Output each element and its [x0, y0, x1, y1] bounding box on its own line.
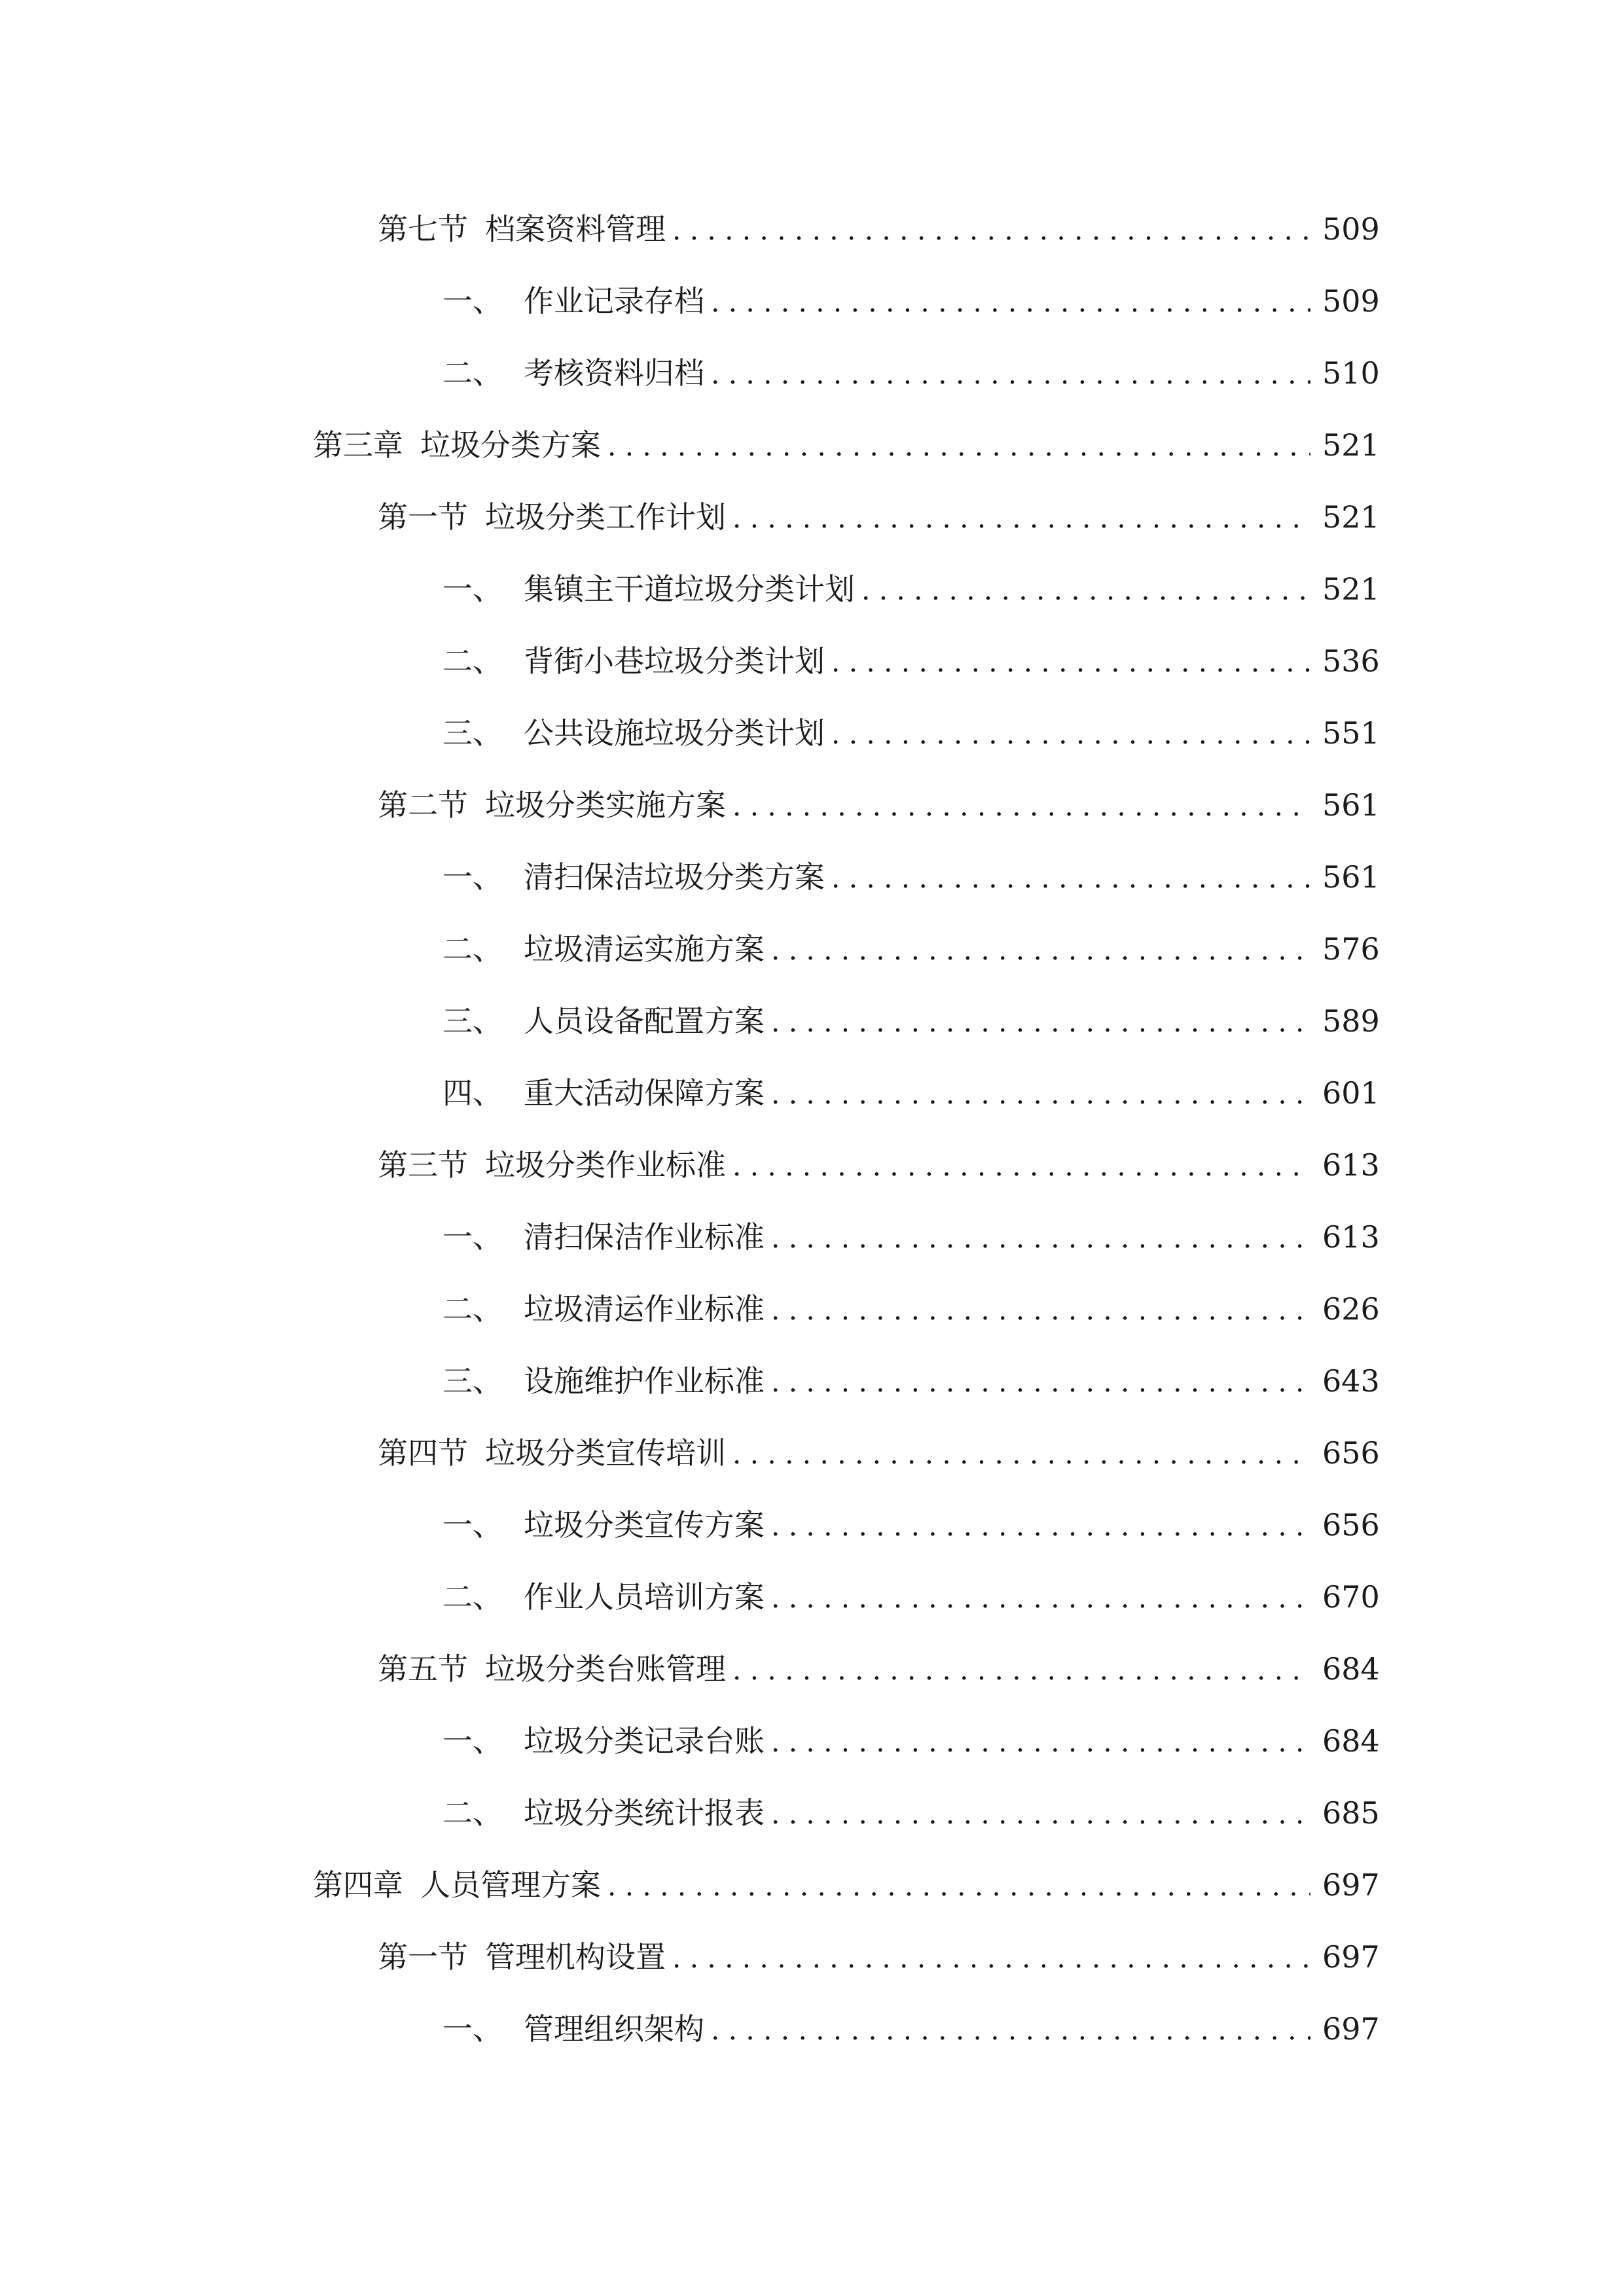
- entry-page-number: 509: [1322, 211, 1380, 247]
- dot-leader: [732, 777, 1310, 836]
- entry-title: 重大活动保障方案: [524, 1075, 765, 1111]
- dot-leader: [711, 273, 1310, 332]
- entry-title: 人员管理方案: [420, 1867, 601, 1903]
- entry-number: 二、: [442, 643, 503, 679]
- entry-title: 垃圾清运实施方案: [524, 931, 765, 967]
- toc-item-entry[interactable]: [442, 344, 1380, 403]
- dot-leader: [771, 1281, 1310, 1340]
- toc-item-entry[interactable]: [442, 848, 1380, 906]
- entry-title: 管理组织架构: [524, 2011, 704, 2047]
- entry-number: 第七节: [378, 211, 468, 247]
- entry-title: 垃圾清运作业标准: [524, 1291, 765, 1327]
- entry-page-number: 510: [1322, 355, 1380, 391]
- entry-title: 设施维护作业标准: [524, 1363, 765, 1399]
- toc-item-entry[interactable]: [442, 1568, 1380, 1626]
- toc-section-entry[interactable]: [378, 1424, 1380, 1482]
- entry-page-number: 576: [1322, 931, 1380, 967]
- entry-page-number: 613: [1322, 1147, 1380, 1183]
- dot-leader: [711, 2001, 1310, 2060]
- dot-leader: [672, 1929, 1310, 1988]
- toc-item-entry[interactable]: [442, 632, 1380, 691]
- toc-item-entry[interactable]: [442, 1784, 1380, 1842]
- entry-title: 垃圾分类方案: [420, 427, 601, 463]
- entry-number: 第四章: [313, 1867, 403, 1903]
- entry-page-number: 697: [1322, 1867, 1380, 1903]
- entry-title: 档案资料管理: [485, 211, 666, 247]
- toc-section-entry[interactable]: [378, 776, 1380, 834]
- entry-number: 第三节: [378, 1147, 468, 1183]
- entry-number: 第五节: [378, 1651, 468, 1687]
- entry-title: 人员设备配置方案: [524, 1003, 765, 1039]
- entry-page-number: 561: [1322, 859, 1380, 895]
- entry-page-number: 656: [1322, 1507, 1380, 1543]
- toc-section-entry[interactable]: [378, 1136, 1380, 1194]
- entry-title: 管理机构设置: [485, 1939, 666, 1975]
- toc-item-entry[interactable]: [442, 920, 1380, 978]
- entry-page-number: 561: [1322, 787, 1380, 823]
- dot-leader: [831, 633, 1310, 692]
- dot-leader: [771, 1209, 1310, 1268]
- dot-leader: [771, 921, 1310, 980]
- entry-title: 作业人员培训方案: [524, 1579, 765, 1615]
- entry-number: 三、: [442, 715, 503, 751]
- entry-number: 三、: [442, 1363, 503, 1399]
- entry-page-number: 589: [1322, 1003, 1380, 1039]
- entry-page-number: 551: [1322, 715, 1380, 751]
- toc-item-entry[interactable]: [442, 560, 1380, 619]
- toc-section-entry[interactable]: [378, 488, 1380, 547]
- entry-page-number: 670: [1322, 1579, 1380, 1615]
- entry-title: 垃圾分类记录台账: [524, 1723, 765, 1759]
- entry-number: 一、: [442, 1219, 503, 1255]
- dot-leader: [732, 489, 1310, 548]
- toc-item-entry[interactable]: [442, 1352, 1380, 1410]
- dot-leader: [607, 1857, 1310, 1916]
- entry-number: 二、: [442, 1579, 503, 1615]
- entry-number: 三、: [442, 1003, 503, 1039]
- dot-leader: [672, 201, 1310, 260]
- entry-title: 清扫保洁作业标准: [524, 1219, 765, 1255]
- toc-chapter-entry[interactable]: [313, 416, 1380, 475]
- dot-leader: [771, 1353, 1310, 1412]
- entry-title: 集镇主干道垃圾分类计划: [524, 571, 855, 607]
- entry-title: 考核资料归档: [524, 355, 704, 391]
- entry-page-number: 536: [1322, 643, 1380, 679]
- dot-leader: [732, 1137, 1310, 1196]
- entry-title: 垃圾分类宣传培训: [485, 1435, 726, 1471]
- entry-page-number: 643: [1322, 1363, 1380, 1399]
- entry-number: 一、: [442, 859, 503, 895]
- dot-leader: [831, 705, 1310, 764]
- entry-page-number: 656: [1322, 1435, 1380, 1471]
- entry-page-number: 521: [1322, 499, 1380, 535]
- entry-number: 一、: [442, 571, 503, 607]
- entry-page-number: 684: [1322, 1651, 1380, 1687]
- toc-item-entry[interactable]: [442, 1280, 1380, 1338]
- entry-number: 二、: [442, 1291, 503, 1327]
- dot-leader: [831, 849, 1310, 908]
- entry-title: 垃圾分类宣传方案: [524, 1507, 765, 1543]
- entry-number: 四、: [442, 1075, 503, 1111]
- entry-number: 二、: [442, 1795, 503, 1831]
- entry-number: 一、: [442, 1507, 503, 1543]
- dot-leader: [607, 417, 1310, 476]
- toc-item-entry[interactable]: [442, 1712, 1380, 1770]
- dot-leader: [732, 1641, 1310, 1700]
- entry-page-number: 684: [1322, 1723, 1380, 1759]
- toc-item-entry[interactable]: [442, 1064, 1380, 1122]
- dot-leader: [771, 1497, 1310, 1556]
- entry-title: 垃圾分类实施方案: [485, 787, 726, 823]
- entry-number: 一、: [442, 2011, 503, 2047]
- dot-leader: [771, 1713, 1310, 1772]
- entry-page-number: 685: [1322, 1795, 1380, 1831]
- toc-item-entry[interactable]: [442, 704, 1380, 762]
- entry-title: 垃圾分类台账管理: [485, 1651, 726, 1687]
- entry-page-number: 521: [1322, 571, 1380, 607]
- toc-item-entry[interactable]: [442, 1496, 1380, 1554]
- dot-leader: [771, 993, 1310, 1052]
- dot-leader: [771, 1065, 1310, 1124]
- toc-section-entry[interactable]: [378, 200, 1380, 259]
- entry-title: 清扫保洁垃圾分类方案: [524, 859, 825, 895]
- entry-page-number: 509: [1322, 283, 1380, 319]
- entry-title: 垃圾分类作业标准: [485, 1147, 726, 1183]
- toc-item-entry[interactable]: [442, 2000, 1380, 2058]
- entry-title: 垃圾分类工作计划: [485, 499, 726, 535]
- entry-number: 第二节: [378, 787, 468, 823]
- dot-leader: [861, 561, 1310, 620]
- entry-page-number: 613: [1322, 1219, 1380, 1255]
- entry-number: 第四节: [378, 1435, 468, 1471]
- entry-number: 第一节: [378, 1939, 468, 1975]
- entry-number: 一、: [442, 1723, 503, 1759]
- dot-leader: [771, 1569, 1310, 1628]
- entry-title: 公共设施垃圾分类计划: [524, 715, 825, 751]
- toc-section-entry[interactable]: [378, 1640, 1380, 1698]
- toc-chapter-entry[interactable]: [313, 1856, 1380, 1914]
- toc-item-entry[interactable]: [442, 1208, 1380, 1266]
- entry-page-number: 521: [1322, 427, 1380, 463]
- entry-title: 背街小巷垃圾分类计划: [524, 643, 825, 679]
- entry-title: 垃圾分类统计报表: [524, 1795, 765, 1831]
- entry-number: 第一节: [378, 499, 468, 535]
- toc-item-entry[interactable]: [442, 992, 1380, 1050]
- toc-section-entry[interactable]: [378, 1928, 1380, 1986]
- entry-page-number: 626: [1322, 1291, 1380, 1327]
- entry-title: 作业记录存档: [524, 283, 704, 319]
- dot-leader: [711, 345, 1310, 404]
- entry-page-number: 697: [1322, 1939, 1380, 1975]
- dot-leader: [732, 1425, 1310, 1484]
- dot-leader: [771, 1785, 1310, 1844]
- entry-number: 二、: [442, 355, 503, 391]
- entry-number: 第三章: [313, 427, 403, 463]
- entry-page-number: 697: [1322, 2011, 1380, 2047]
- entry-number: 二、: [442, 931, 503, 967]
- entry-number: 一、: [442, 283, 503, 319]
- entry-page-number: 601: [1322, 1075, 1380, 1111]
- toc-item-entry[interactable]: [442, 272, 1380, 331]
